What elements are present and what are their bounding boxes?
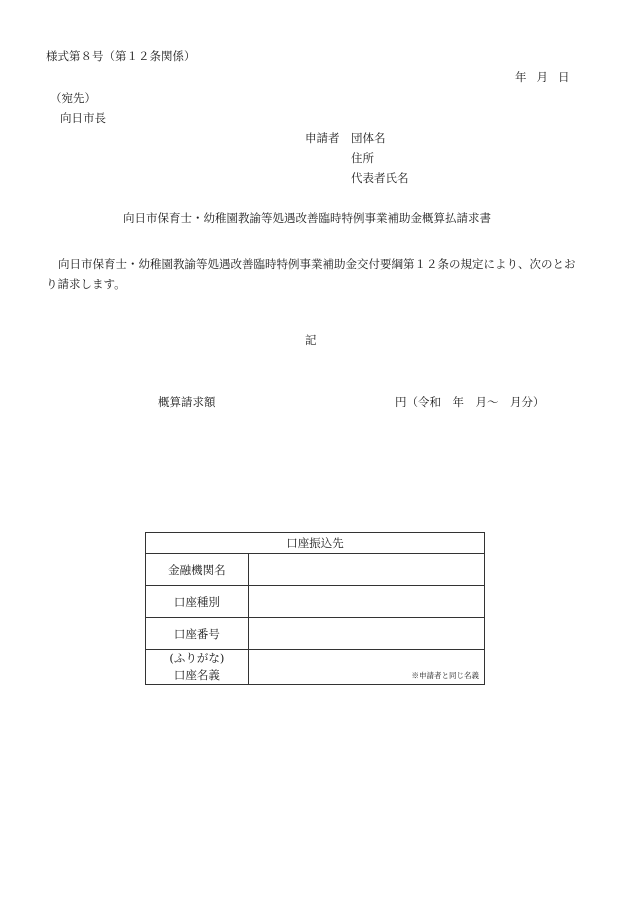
body-text: 向日市保育士・幼稚園教諭等処遇改善臨時特例事業補助金交付要綱第１２条の規定により、次のとおり請求します。: [46, 257, 576, 291]
account-name-label: 口座名義: [173, 668, 220, 682]
document-title: 向日市保育士・幼稚園教諭等処遇改善臨時特例事業補助金概算払請求書: [123, 211, 491, 225]
applicant-representative: 代表者氏名: [351, 171, 409, 185]
form-number: 様式第８号（第１２条関係）: [46, 49, 196, 63]
bank-transfer-table: [145, 532, 485, 685]
account-number-field[interactable]: [248, 618, 484, 650]
account-holder-field[interactable]: [248, 650, 484, 685]
account-type-label: 口座種別: [146, 586, 249, 618]
ki-marker: 記: [305, 333, 317, 347]
account-type-field[interactable]: [248, 586, 484, 618]
applicant-org-name: 団体名: [351, 131, 386, 145]
amount-unit-period: 円（令和 年 月～ 月分）: [395, 395, 545, 409]
date-month: 月: [536, 70, 548, 84]
table-row: [146, 650, 485, 685]
bank-name-field[interactable]: [248, 554, 484, 586]
applicant-address: 住所: [351, 151, 374, 165]
bank-table-header: 口座振込先: [146, 533, 485, 554]
table-row: [146, 554, 485, 586]
furigana-label: (ふりがな): [169, 651, 225, 665]
account-number-label: 口座番号: [146, 618, 249, 650]
account-holder-label: [146, 650, 249, 685]
addressee-label: （宛先）: [50, 91, 96, 105]
date-day: 日: [558, 70, 570, 84]
table-row: [146, 586, 485, 618]
applicant-label: 申請者: [305, 131, 340, 145]
amount-label: 概算請求額: [158, 395, 216, 409]
date-year: 年: [515, 70, 527, 84]
bank-name-label: 金融機関名: [146, 554, 249, 586]
date-line: [515, 72, 580, 84]
addressee: 向日市長: [60, 111, 106, 125]
table-row: [146, 618, 485, 650]
account-holder-note: ※申請者と同じ名義: [411, 671, 479, 680]
